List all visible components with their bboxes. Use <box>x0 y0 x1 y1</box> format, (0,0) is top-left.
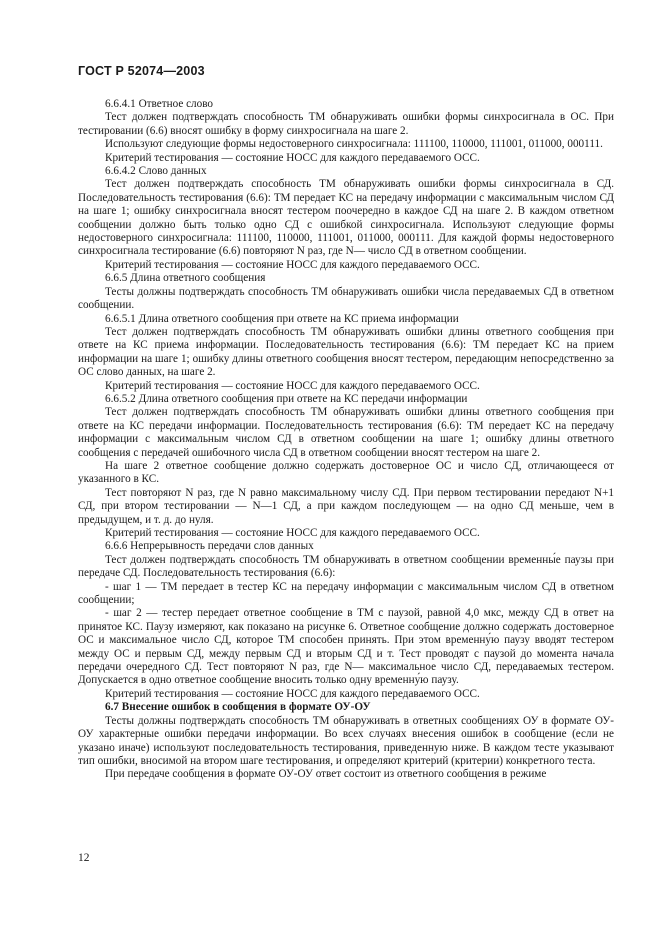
section-heading: 6.6.5.1 Длина ответного сообщения при ответе на КС приема информации <box>105 312 459 325</box>
paragraph: На шаге 2 ответное сообщение должно содержать достоверное ОС и число СД, отличающееся от указанного в КС. <box>78 459 614 486</box>
document-header: ГОСТ Р 52074—2003 <box>78 64 205 78</box>
paragraph: Тест должен подтверждать способность ТМ обнаруживать ошибки формы синхросигнала в СД. Последовательность тестирования (6.6): ТМ передает КС на передачу информации с максимальным числом СД на шаге 1; ошибку синхросигнала вносят тестером поочередно в каждое СД на шаге 2. В каждом ответном сообщении должно быть только одно СД с ошибкой синхросигнала. Используют следующие формы недостоверного синхросигнала: 111100, 110000, 111001, 011000, 000111. Для каждой формы недостоверного синхросигнала тестирование (6.6) повторяют N раз, где N— число СД в ответном сообщении. <box>78 178 614 258</box>
section-heading: 6.6.4.2 Слово данных <box>105 165 207 178</box>
paragraph: Тест должен подтверждать способность ТМ обнаруживать ошибки длины ответного сообщения при ответе на КС приема информации. Последовательность тестирования (6.6): ТМ передает КС на прием информации на шаге 1; ошибку длины ответного сообщения вносят тестером, передающим непосредственно за ОС слово данных, на шаге 2. <box>78 325 614 379</box>
section-heading-bold: 6.7 Внесение ошибок в сообщения в формате ОУ-ОУ <box>105 701 371 714</box>
paragraph: Критерий тестирования — состояние НОСС для каждого передаваемого ОСС. <box>105 527 480 539</box>
paragraph: При передаче сообщения в формате ОУ-ОУ ответ состоит из ответного сообщения в режиме <box>105 768 547 781</box>
paragraph: Используют следующие формы недостоверного синхросигнала: 111100, 110000, 111001, 011000, 000111. <box>105 138 603 151</box>
document-body <box>78 98 614 782</box>
paragraph: Тесты должны подтверждать способность ТМ обнаруживать в ответных сообщениях ОУ в формате ОУ-ОУ характерные ошибки передачи информации. Во всех случаях внесения ошибок в сообщение (если не указано иначе) используют последовательность тестирования, приведенную ниже. В каждом тесте указывают тип ошибки, вносимой на втором шаге тестирования, и определяют критерий (критерии) конкретного теста. <box>78 714 614 767</box>
paragraph: Тест повторяют N раз, где N равно максимальному числу СД. При первом тестировании передают N+1 СД, при втором тестировании — N—1 СД, а при каждом последующем — на одно СД меньше, чем в предыдущем, и т. д. до нуля. <box>78 486 614 526</box>
paragraph: Критерий тестирования — состояние НОСС для каждого передаваемого ОСС. <box>105 151 480 164</box>
list-item: - шаг 2 — тестер передает ответное сообщение в ТМ с паузой, равной 4,0 мкс, между СД в ответ на принятое КС. Паузу измеряют, как показано на рисунке 6. Ответное сообщение должно содержать достоверное ОС и максимальное число СД, которое ТМ способен принять. При этом временну́ю паузу вводят тестером между ОС и первым СД, между первым СД и вторым СД и т. Тест проводят с паузой до момента начала передачи очередного СД. Тест повторяют N раз, где N— максимальное число СД, передаваемых тестером. Допускается в одно ответное сообщение вносить только одну временну́ю паузу. <box>78 607 614 687</box>
list-item: - шаг 1 — ТМ передает в тестер КС на передачу информации с максимальным числом СД в ответном сообщении; <box>78 580 614 607</box>
paragraph: Критерий тестирования — состояние НОСС для каждого передаваемого ОСС. <box>105 379 480 392</box>
section-heading: 6.6.6 Непрерывность передачи слов данных <box>105 540 314 553</box>
paragraph: Тест должен подтверждать способность ТМ обнаруживать ошибки формы синхросигнала в ОС. При тестировании (6.6) вносят ошибку в форму синхросигнала на шаге 2. <box>78 111 614 137</box>
paragraph: Тест должен подтверждать способность ТМ обнаруживать в ответном сообщении временны́е паузы при передаче СД. Последовательность тестирования (6.6): <box>78 553 614 580</box>
paragraph: Критерий тестирования — состояние НОСС для каждого передаваемого ОСС. <box>105 687 480 700</box>
paragraph: Тест должен подтверждать способность ТМ обнаруживать ошибки длины ответного сообщения при ответе на КС передачи информации. Последовательность тестирования (6.6): ТМ передает КС на передачу информации с максимальным числом СД в ответном сообщении на шаге 1; ошибку длины ответного сообщения с передачей ошибочного числа СД в ответном сообщении вносят тестером на шаге 2. <box>78 406 614 459</box>
paragraph: Критерий тестирования — состояние НОСС для каждого передаваемого ОСС. <box>105 258 480 271</box>
section-heading: 6.6.5 Длина ответного сообщения <box>105 272 266 285</box>
paragraph: Тесты должны подтверждать способность ТМ обнаруживать ошибки числа передаваемых СД в ответном сообщении. <box>78 285 614 312</box>
page-number: 12 <box>78 852 90 864</box>
section-heading: 6.6.5.2 Длина ответного сообщения при ответе на КС передачи информации <box>105 392 468 405</box>
section-heading: 6.6.4.1 Ответное слово <box>105 98 214 110</box>
